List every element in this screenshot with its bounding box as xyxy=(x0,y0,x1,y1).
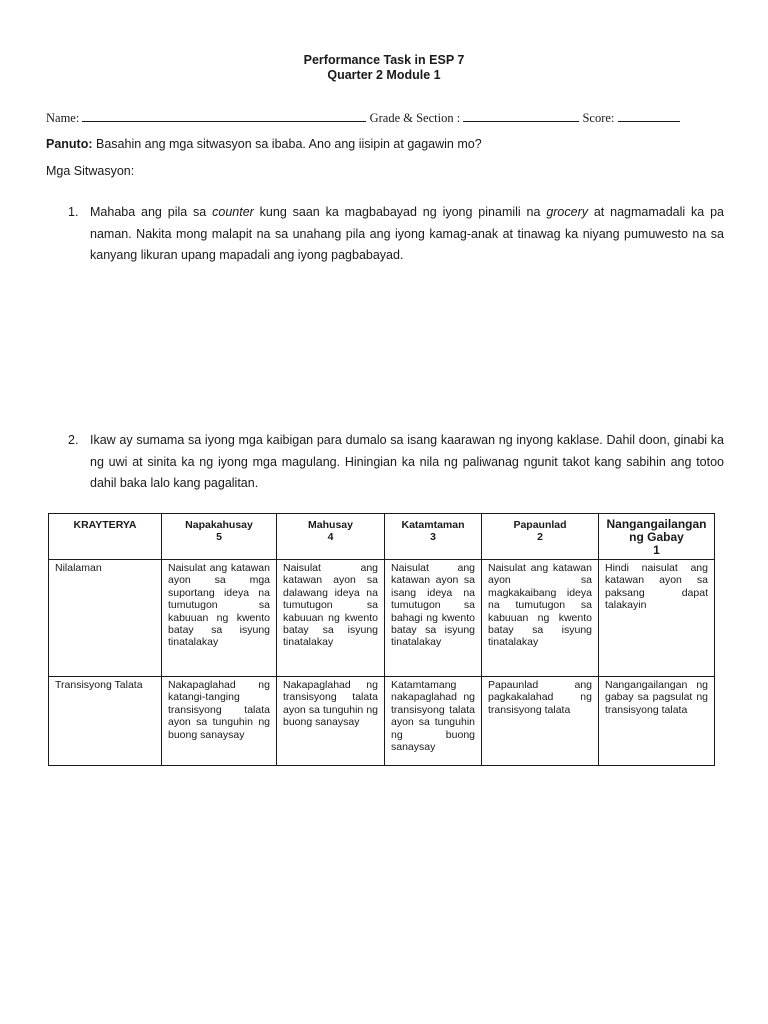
rubric-header-mahusay xyxy=(277,514,385,560)
name-blank[interactable] xyxy=(82,110,366,122)
rubric-cell: Katamtamang nakapaglahad ng transisyong talata ayon sa tunguhin ng buong sanaysay xyxy=(385,677,482,766)
situation-text-part: Mahaba ang pila sa xyxy=(90,205,213,219)
situation-text: Ikaw ay sumama sa iyong mga kaibigan para dumalo sa isang kaarawan ng inyong kaklase. Dahil doon, ginabi ka ng uwi at sinita ka ng iyong mga magulang. Hiningian ka nila ng paliwanag ngunit takot kang sabihin ang totoo dahil baka lalo kang pagalitan. xyxy=(90,433,724,490)
document-title: Performance Task in ESP 7 xyxy=(303,53,465,67)
rubric-header-label: KRAYTERYA xyxy=(73,519,137,531)
rubric-cell: Naisulat ang katawan ayon sa magkakaibang ideya na tumutugon sa kabuuan ng kwento batay sa isyung tinatalakay xyxy=(482,560,599,677)
instructions-label: Panuto: xyxy=(46,137,93,151)
situations-heading: Mga Sitwasyon: xyxy=(46,164,135,178)
situation-number: 2. xyxy=(68,433,79,447)
grade-section-label: Grade & Section : xyxy=(369,111,461,125)
situation-text-part: at nagmamadali ka pa naman. Nakita mong malapit na sa unahang pila ang iyong kamag-anak at tinawag ka niyang pumuwesto na sa kanyang likuran upang mapadali ang iyong pagbabayad. xyxy=(90,205,725,262)
rubric-cell: Naisulat ang katawan ayon sa mga suportang ideya na tumutugon sa kabuuan ng kwento batay sa isyung tinatalakay xyxy=(162,560,277,677)
rubric-header-label: Napakahusay xyxy=(185,519,253,531)
grade-section-blank[interactable] xyxy=(463,110,579,122)
situation-item-1 xyxy=(68,202,724,267)
rubric-header-score: 1 xyxy=(653,543,660,557)
score-label: Score: xyxy=(582,111,615,125)
rubric-header-score: 3 xyxy=(430,531,436,544)
rubric-cell: Nangangailangan ng gabay sa pagsulat ng transisyong talata xyxy=(599,677,715,766)
situation-text-part: kung saan ka magbabayad ng iyong pinamili na xyxy=(253,205,547,219)
rubric-header-row xyxy=(49,514,715,560)
situation-text xyxy=(90,202,724,267)
rubric-criterion: Transisyong Talata xyxy=(49,677,162,766)
rubric-header-label: Nangangailangan ng Gabay xyxy=(606,517,707,544)
rubric-cell: Naisulat ang katawan ayon sa dalawang ideya na tumutugon sa kabuuan ng kwento batay sa isyung tinatalakay xyxy=(277,560,385,677)
instructions-text: Basahin ang mga sitwasyon sa ibaba. Ano ang iisipin at gagawin mo? xyxy=(96,137,482,151)
student-info-line xyxy=(46,110,726,126)
rubric-header-napakahusay xyxy=(162,514,277,560)
rubric-table xyxy=(48,513,715,766)
rubric-header-label: Mahusay xyxy=(308,519,353,531)
rubric-header-score: 5 xyxy=(216,531,222,544)
rubric-row-transisyong-talata xyxy=(49,677,715,766)
situation-number: 1. xyxy=(68,205,79,219)
rubric-cell: Papaunlad ang pagkakalahad ng transisyong talata xyxy=(482,677,599,766)
document-subtitle: Quarter 2 Module 1 xyxy=(327,68,441,82)
rubric-header-katamtaman xyxy=(385,514,482,560)
rubric-header-label: Katamtaman xyxy=(401,519,465,531)
name-label: Name: xyxy=(46,111,80,125)
instructions xyxy=(46,137,482,151)
rubric-cell: Hindi naisulat ang katawan ayon sa paksang dapat talakayin xyxy=(599,560,715,677)
rubric-header-label: Papaunlad xyxy=(513,519,567,531)
rubric-header-criteria xyxy=(49,514,162,560)
rubric-cell: Nakapaglahad ng transisyong talata ayon sa tunguhin ng buong sanaysay xyxy=(277,677,385,766)
situation-emphasis-grocery: grocery xyxy=(546,205,588,219)
rubric-criterion: Nilalaman xyxy=(49,560,162,677)
score-blank[interactable] xyxy=(618,110,680,122)
rubric-cell: Naisulat ang katawan ayon sa isang ideya na tumutugon sa bahagi ng kwento batay sa isyung tinatalakay xyxy=(385,560,482,677)
rubric-header-score: 4 xyxy=(327,531,334,544)
situation-emphasis-counter: counter xyxy=(212,205,254,219)
rubric-row-nilalaman xyxy=(49,560,715,677)
rubric-header-papaunlad xyxy=(482,514,599,560)
situation-item-2 xyxy=(68,430,724,495)
rubric-header-nangangailangan xyxy=(599,514,715,560)
rubric-cell: Nakapaglahad ng katangi-tanging transisyong talata ayon sa tunguhin ng buong sanaysay xyxy=(162,677,277,766)
rubric-header-score: 2 xyxy=(537,531,543,544)
